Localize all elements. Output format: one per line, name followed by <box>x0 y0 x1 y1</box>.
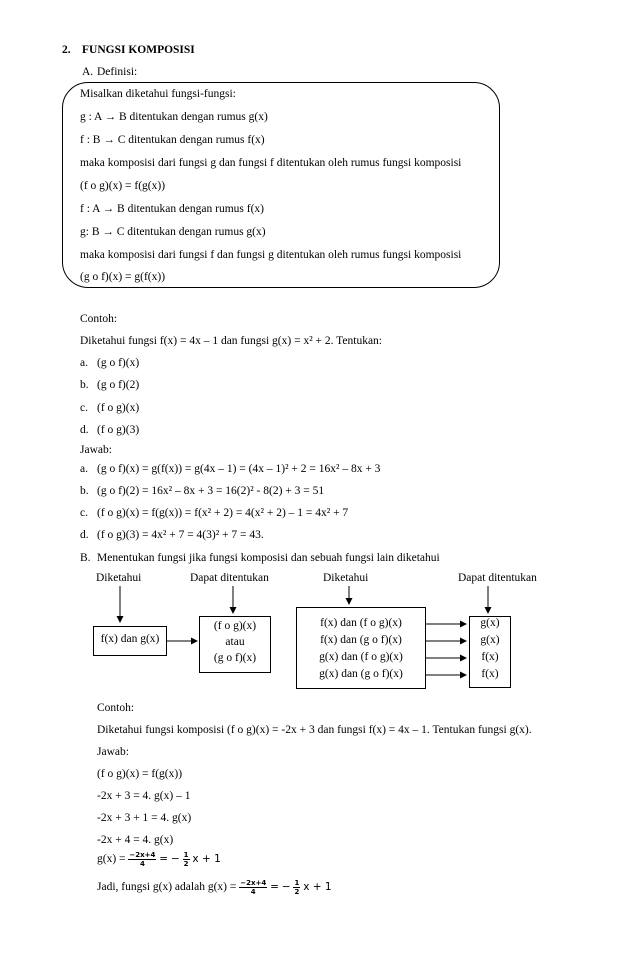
solution-step: -2x + 3 = 4. g(x) – 1 <box>97 790 191 802</box>
fraction-numerator: 1 <box>294 878 300 887</box>
fraction <box>128 851 156 868</box>
answer-label: b. <box>80 485 89 497</box>
section-b-label: B. <box>80 552 91 564</box>
answer-label: a. <box>80 463 88 475</box>
example-problem: Diketahui fungsi f(x) = 4x – 1 dan fungsi g(x) = x² + 2. Tentukan: <box>80 335 382 347</box>
section-a-title: Definisi: <box>97 66 138 78</box>
diagram-box-given-pairs <box>296 607 426 689</box>
question-text: (g o f)(x) <box>97 357 140 369</box>
minus-sign: − <box>170 853 180 865</box>
diagram-box-known-functions <box>93 626 167 656</box>
answer-title: Jawab: <box>80 444 112 456</box>
question-text: (f o g)(x) <box>97 402 140 414</box>
fraction-denominator: 2 <box>294 887 300 896</box>
page-title: FUNGSI KOMPOSISI <box>82 44 195 56</box>
definition-line: f : A → B ditentukan dengan rumus f(x) <box>80 203 264 215</box>
equals-sign: = <box>270 881 279 893</box>
question-text: (g o f)(2) <box>97 379 140 391</box>
conclusion-prefix: Jadi, fungsi g(x) adalah g(x) = <box>97 881 237 893</box>
question-label: a. <box>80 357 88 369</box>
diagram-label-derivable: Dapat ditentukan <box>458 572 537 584</box>
box-text: g(x) dan (f o g)(x) <box>319 651 403 663</box>
box-text: atau <box>225 636 245 648</box>
answer-text: (f o g)(x) = f(g(x)) = f(x² + 2) = 4(x² + 2) – 1 = 4x² + 7 <box>97 507 349 519</box>
definition-line: g: B → C ditentukan dengan rumus g(x) <box>80 226 266 238</box>
equals-sign: = <box>159 853 169 865</box>
example-problem: Diketahui fungsi komposisi (f o g)(x) = -2x + 3 dan fungsi f(x) = 4x – 1. Tentukan fungsi g(x). <box>97 724 532 736</box>
answer-title: Jawab: <box>97 746 129 758</box>
minus-sign: − <box>281 881 291 893</box>
half-fraction <box>183 851 190 868</box>
box-text: g(x) <box>480 634 500 646</box>
fraction <box>239 879 267 896</box>
box-text: f(x) <box>481 651 499 663</box>
fraction-numerator: −2x+4 <box>129 850 156 859</box>
example-title: Contoh: <box>97 702 135 714</box>
example-title: Contoh: <box>80 313 118 325</box>
question-text: (f o g)(3) <box>97 424 140 436</box>
definition-line: maka komposisi dari fungsi g dan fungsi f ditentukan oleh rumus fungsi komposisi <box>80 157 462 169</box>
section-b-title: Menentukan fungsi jika fungsi komposisi dan sebuah fungsi lain diketahui <box>97 552 440 564</box>
definition-line: g : A → B ditentukan dengan rumus g(x) <box>80 111 268 123</box>
box-text: f(x) <box>481 668 499 680</box>
definition-line: f : B → C ditentukan dengan rumus f(x) <box>80 134 265 146</box>
fraction-numerator: −2x+4 <box>240 878 267 887</box>
definition-line: Misalkan diketahui fungsi-fungsi: <box>80 88 236 100</box>
answer-label: d. <box>80 529 89 541</box>
definition-line: (g o f)(x) = g(f(x)) <box>80 271 166 283</box>
conclusion <box>97 876 332 898</box>
section-a-label: A. <box>82 66 94 78</box>
box-text: g(x) dan (g o f)(x) <box>319 668 403 680</box>
diagram-box-composition <box>199 616 271 673</box>
half-fraction <box>293 879 300 896</box>
answer-label: c. <box>80 507 88 519</box>
diagram-label-known: Diketahui <box>96 572 142 584</box>
question-label: c. <box>80 402 88 414</box>
question-label: b. <box>80 379 89 391</box>
diagram-label-known: Diketahui <box>323 572 369 584</box>
fraction-numerator: 1 <box>183 850 189 859</box>
definition-line: (f o g)(x) = f(g(x)) <box>80 180 166 192</box>
box-text: (g o f)(x) <box>213 652 257 664</box>
definition-line: maka komposisi dari fungsi f dan fungsi g ditentukan oleh rumus fungsi komposisi <box>80 249 462 261</box>
fraction-denominator: 4 <box>250 887 256 896</box>
result-tail: x + 1 <box>192 853 221 865</box>
box-text: (f o g)(x) <box>213 620 257 632</box>
diagram-label-derivable: Dapat ditentukan <box>190 572 269 584</box>
fraction-denominator: 4 <box>139 859 145 868</box>
fraction-denominator: 2 <box>183 859 189 868</box>
solution-step: -2x + 3 + 1 = 4. g(x) <box>97 812 192 824</box>
solution-step: (f o g)(x) = f(g(x)) <box>97 768 183 780</box>
result-tail: x + 1 <box>303 881 332 893</box>
question-label: d. <box>80 424 89 436</box>
solution-step: -2x + 4 = 4. g(x) <box>97 834 174 846</box>
box-text: g(x) <box>480 617 500 629</box>
box-text: f(x) dan g(x) <box>100 633 160 645</box>
box-text: f(x) dan (g o f)(x) <box>320 634 402 646</box>
result-equation <box>97 848 221 870</box>
answer-text: (g o f)(x) = g(f(x)) = g(4x – 1) = (4x – 1)² + 2 = 16x² – 8x + 3 <box>97 463 381 475</box>
diagram-box-results <box>469 616 511 688</box>
result-lhs: g(x) = <box>97 853 126 865</box>
answer-text: (f o g)(3) = 4x² + 7 = 4(3)² + 7 = 43. <box>97 529 264 541</box>
answer-text: (g o f)(2) = 16x² – 8x + 3 = 16(2)² - 8(2) + 3 = 51 <box>97 485 325 497</box>
box-text: f(x) dan (f o g)(x) <box>320 617 402 629</box>
heading-number: 2. <box>62 44 71 56</box>
